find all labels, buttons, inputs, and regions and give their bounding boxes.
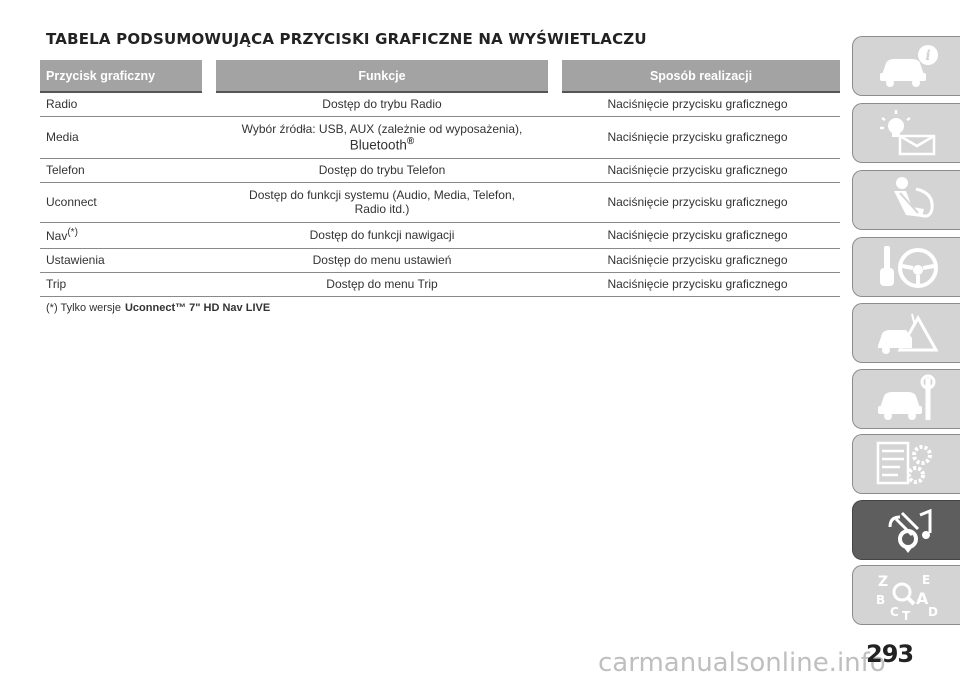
- cell-function-line-1: Dostęp do funkcji systemu (Audio, Media, Telefon,: [249, 188, 515, 202]
- table-header-row: [40, 60, 840, 92]
- table-row: [40, 272, 840, 296]
- cell-method: Naciśnięcie przycisku graficznego: [555, 222, 840, 248]
- tab-multimedia[interactable]: [852, 500, 960, 560]
- summary-table: [40, 60, 840, 297]
- cell-method: Naciśnięcie przycisku graficznego: [555, 158, 840, 182]
- warning-light-mail-icon: [872, 108, 942, 158]
- svg-text:A: A: [915, 589, 928, 608]
- cell-button: Trip: [40, 272, 209, 296]
- index-letters-icon: [872, 570, 942, 620]
- cell-function: [209, 182, 555, 222]
- table-row: [40, 116, 840, 158]
- key-steering-wheel-icon: [872, 242, 942, 292]
- cell-function: [209, 116, 555, 158]
- cell-function-line-2: Radio itd.): [354, 202, 410, 216]
- tab-warning-lights[interactable]: [852, 103, 960, 163]
- tab-maintenance[interactable]: [852, 369, 960, 429]
- table-row: [40, 248, 840, 272]
- column-header-method: Sposób realizacji: [555, 60, 840, 92]
- cell-function: Dostęp do menu ustawień: [209, 248, 555, 272]
- svg-text:B: B: [875, 593, 885, 607]
- bluetooth-text: Bluetooth: [349, 137, 407, 153]
- footnote: [46, 302, 270, 314]
- svg-text:C: C: [889, 605, 899, 619]
- table-row: [40, 182, 840, 222]
- svg-text:i: i: [924, 48, 931, 64]
- car-crash-warning-icon: [872, 308, 942, 358]
- seat-airbag-icon: [872, 175, 942, 225]
- svg-text:Z: Z: [877, 574, 888, 590]
- table-row: [40, 222, 840, 248]
- svg-text:E: E: [921, 573, 930, 587]
- list-gears-icon: [872, 439, 942, 489]
- cell-function: Dostęp do menu Trip: [209, 272, 555, 296]
- page-title: TABELA PODSUMOWUJĄCA PRZYCISKI GRAFICZNE NA WYŚWIETLACZU: [46, 30, 647, 48]
- cell-method: Naciśnięcie przycisku graficznego: [555, 116, 840, 158]
- footnote-prefix: (*) Tylko wersje: [46, 302, 121, 314]
- cell-method: Naciśnięcie przycisku graficznego: [555, 92, 840, 116]
- footnote-version: Uconnect™ 7" HD Nav LIVE: [124, 302, 271, 314]
- table-row: [40, 158, 840, 182]
- footnote-marker: (*): [67, 227, 78, 238]
- tab-starting-driving[interactable]: [852, 237, 960, 297]
- cell-function-line-1: Wybór źródła: USB, AUX (zależnie od wyposażenia),: [241, 121, 523, 136]
- watermark: carmanualsonline.info: [598, 648, 886, 678]
- car-wrench-icon: [872, 374, 942, 424]
- cell-button: Ustawienia: [40, 248, 209, 272]
- car-info-icon: [872, 41, 942, 91]
- svg-text:D: D: [927, 605, 938, 619]
- page-number: 293: [866, 640, 914, 668]
- cell-button: Telefon: [40, 158, 209, 182]
- cell-method: Naciśnięcie przycisku graficznego: [555, 248, 840, 272]
- cell-button: [40, 222, 209, 248]
- table-row: [40, 92, 840, 116]
- column-header-function: Funkcje: [209, 60, 555, 92]
- tab-emergency[interactable]: [852, 303, 960, 363]
- cell-button: Media: [40, 116, 209, 158]
- cell-function: Dostęp do funkcji nawigacji: [209, 222, 555, 248]
- chapter-tabs: [852, 0, 960, 678]
- tab-technical-data[interactable]: [852, 434, 960, 494]
- cell-method: Naciśnięcie przycisku graficznego: [555, 182, 840, 222]
- nav-label: Nav: [46, 229, 68, 243]
- svg-text:T: T: [901, 609, 910, 620]
- registered-mark: ®: [406, 135, 415, 147]
- cell-button: Uconnect: [40, 182, 209, 222]
- cell-button: Radio: [40, 92, 209, 116]
- cell-function: Dostęp do trybu Radio: [209, 92, 555, 116]
- tab-car-info[interactable]: [852, 36, 960, 96]
- multimedia-nav-icon: [872, 505, 942, 555]
- tab-safety[interactable]: [852, 170, 960, 230]
- cell-method: Naciśnięcie przycisku graficznego: [555, 272, 840, 296]
- cell-function-line-2: [215, 136, 549, 153]
- column-header-button: Przycisk graficzny: [40, 60, 209, 92]
- cell-function: Dostęp do trybu Telefon: [209, 158, 555, 182]
- tab-index[interactable]: [852, 565, 960, 625]
